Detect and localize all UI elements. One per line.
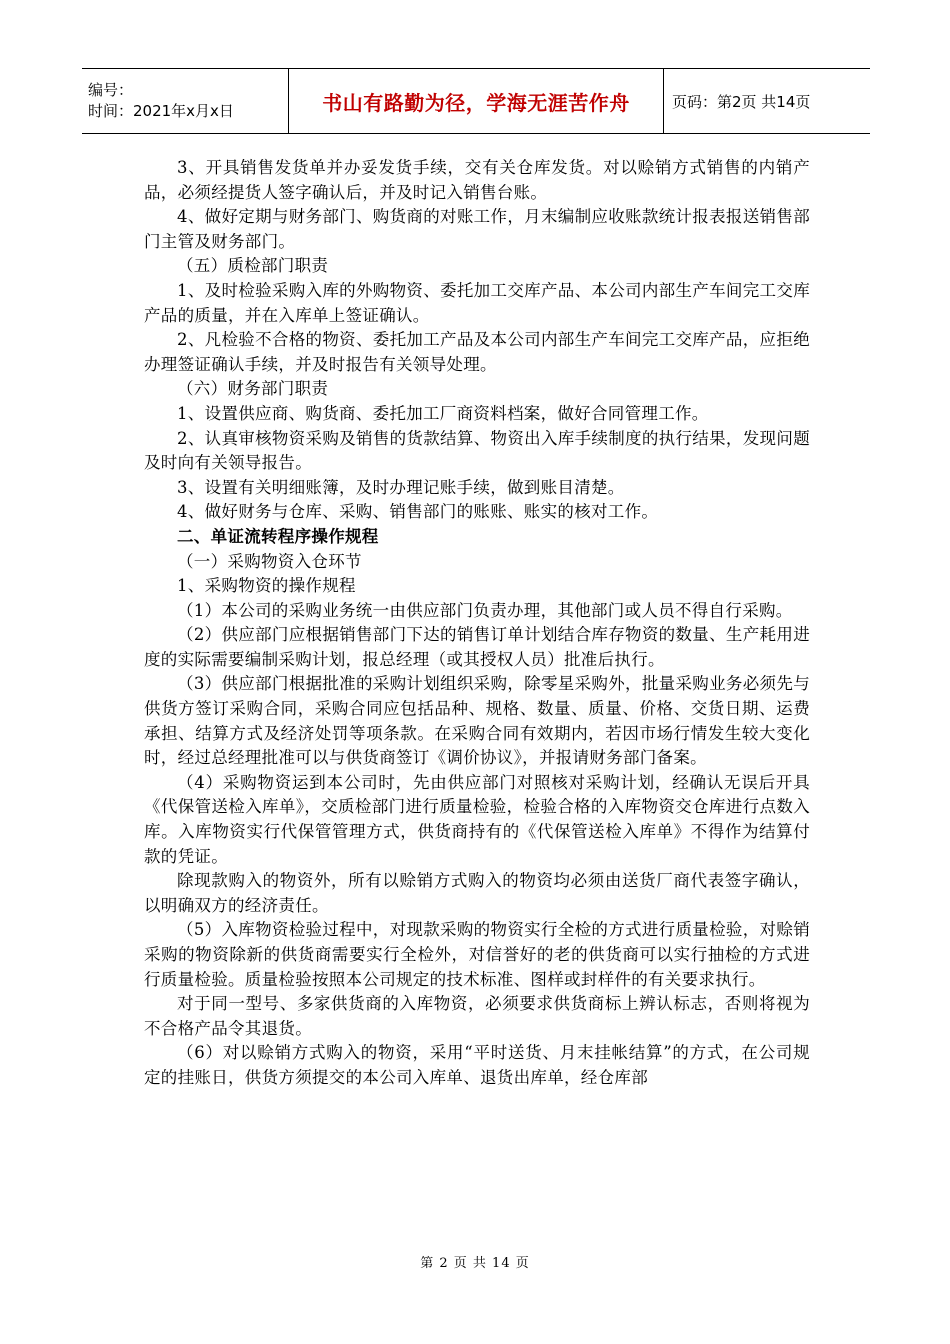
paragraph: （4）采购物资运到本公司时，先由供应部门对照核对采购计划，经确认无误后开具《代保管送检入库单》，交质检部门进行质量检验，检验合格的入库物资交仓库进行点数入库。入库物资实行代保管管理方式，供货商持有的《代保管送检入库单》不得作为结算付款的凭证。 [144, 772, 810, 866]
date-line: 时间：2021年x月x日 [88, 102, 234, 120]
paragraph: 3、开具销售发货单并办妥发货手续，交有关仓库发货。对以赊销方式销售的内销产品，必须经提货人签字确认后，并及时记入销售台账。 [144, 158, 810, 202]
header-page-info: 页码：第2页 共14页 [672, 92, 811, 111]
paragraph: 除现款购入的物资外，所有以赊销方式购入的物资均必须由送货厂商代表签字确认，以明确双方的经济责任。 [144, 871, 810, 915]
paragraph: （2）供应部门应根据销售部门下达的销售订单计划结合库存物资的数量、生产耗用进度的实际需要编制采购计划，报总经理（或其授权人员）批准后执行。 [144, 625, 810, 669]
page-footer: 第 2 页 共 14 页 [420, 1256, 530, 1271]
paragraph: 4、做好财务与仓库、采购、销售部门的账账、账实的核对工作。 [177, 502, 659, 522]
section-heading: （五）质检部门职责 [177, 256, 329, 276]
document-body [144, 156, 810, 1091]
paragraph: （6）对以赊销方式购入的物资，采用“平时送货、月末挂帐结算”的方式，在公司规定的挂账日，供货方须提交的本公司入库单、退货出库单，经仓库部 [144, 1043, 810, 1087]
paragraph: （5）入库物资检验过程中，对现款采购的物资实行全检的方式进行质量检验，对赊销采购的物资除新的供货商需要实行全检外，对信誉好的老的供货商可以实行抽检的方式进行质量检验。质量检验按照本公司规定的技术标准、图样或封样件的有关要求执行。 [144, 920, 810, 989]
section-heading: （一）采购物资入仓环节 [177, 551, 362, 571]
header-meta [82, 69, 289, 134]
document-header [82, 68, 870, 134]
chapter-heading: 二、单证流转程序操作规程 [177, 526, 379, 546]
paragraph: 1、设置供应商、购货商、委托加工厂商资料档案，做好合同管理工作。 [177, 403, 709, 423]
paragraph: 2、认真审核物资采购及销售的货款结算、物资出入库手续制度的执行结果，发现问题及时向有关领导报告。 [144, 428, 810, 473]
paragraph: 4、做好定期与财务部门、购货商的对账工作，月末编制应收账款统计报表报送销售部门主管及财务部门。 [144, 207, 810, 251]
header-motto: 书山有路勤为径，学海无涯苦作舟 [289, 69, 664, 134]
paragraph: （3）供应部门根据批准的采购计划组织采购，除零星采购外，批量采购业务必须先与供货方签订采购合同，采购合同应包括品种、规格、数量、质量、价格、交货日期、运费承担、结算方式及经济处罚等项条款。在采购合同有效期内，若因市场行情发生较大变化时，经过总经理批准可以与供货商签订《调价协议》，并报请财务部门备案。 [144, 674, 810, 768]
paragraph: 对于同一型号、多家供货商的入库物资，必须要求供货商标上辨认标志，否则将视为不合格产品令其退货。 [144, 994, 810, 1038]
serial-label: 编号： [88, 81, 134, 99]
paragraph: 2、凡检验不合格的物资、委托加工产品及本公司内部生产车间完工交库产品，应拒绝办理签证确认手续，并及时报告有关领导处理。 [144, 330, 810, 374]
paragraph: （1）本公司的采购业务统一由供应部门负责办理，其他部门或人员不得自行采购。 [177, 600, 793, 620]
paragraph: 3、设置有关明细账簿，及时办理记账手续，做到账目清楚。 [177, 477, 625, 497]
subsection-heading: 1、采购物资的操作规程 [177, 576, 356, 596]
section-heading: （六）财务部门职责 [177, 379, 329, 399]
paragraph: 1、及时检验采购入库的外购物资、委托加工交库产品、本公司内部生产车间完工交库产品的质量，并在入库单上签证确认。 [144, 280, 810, 325]
